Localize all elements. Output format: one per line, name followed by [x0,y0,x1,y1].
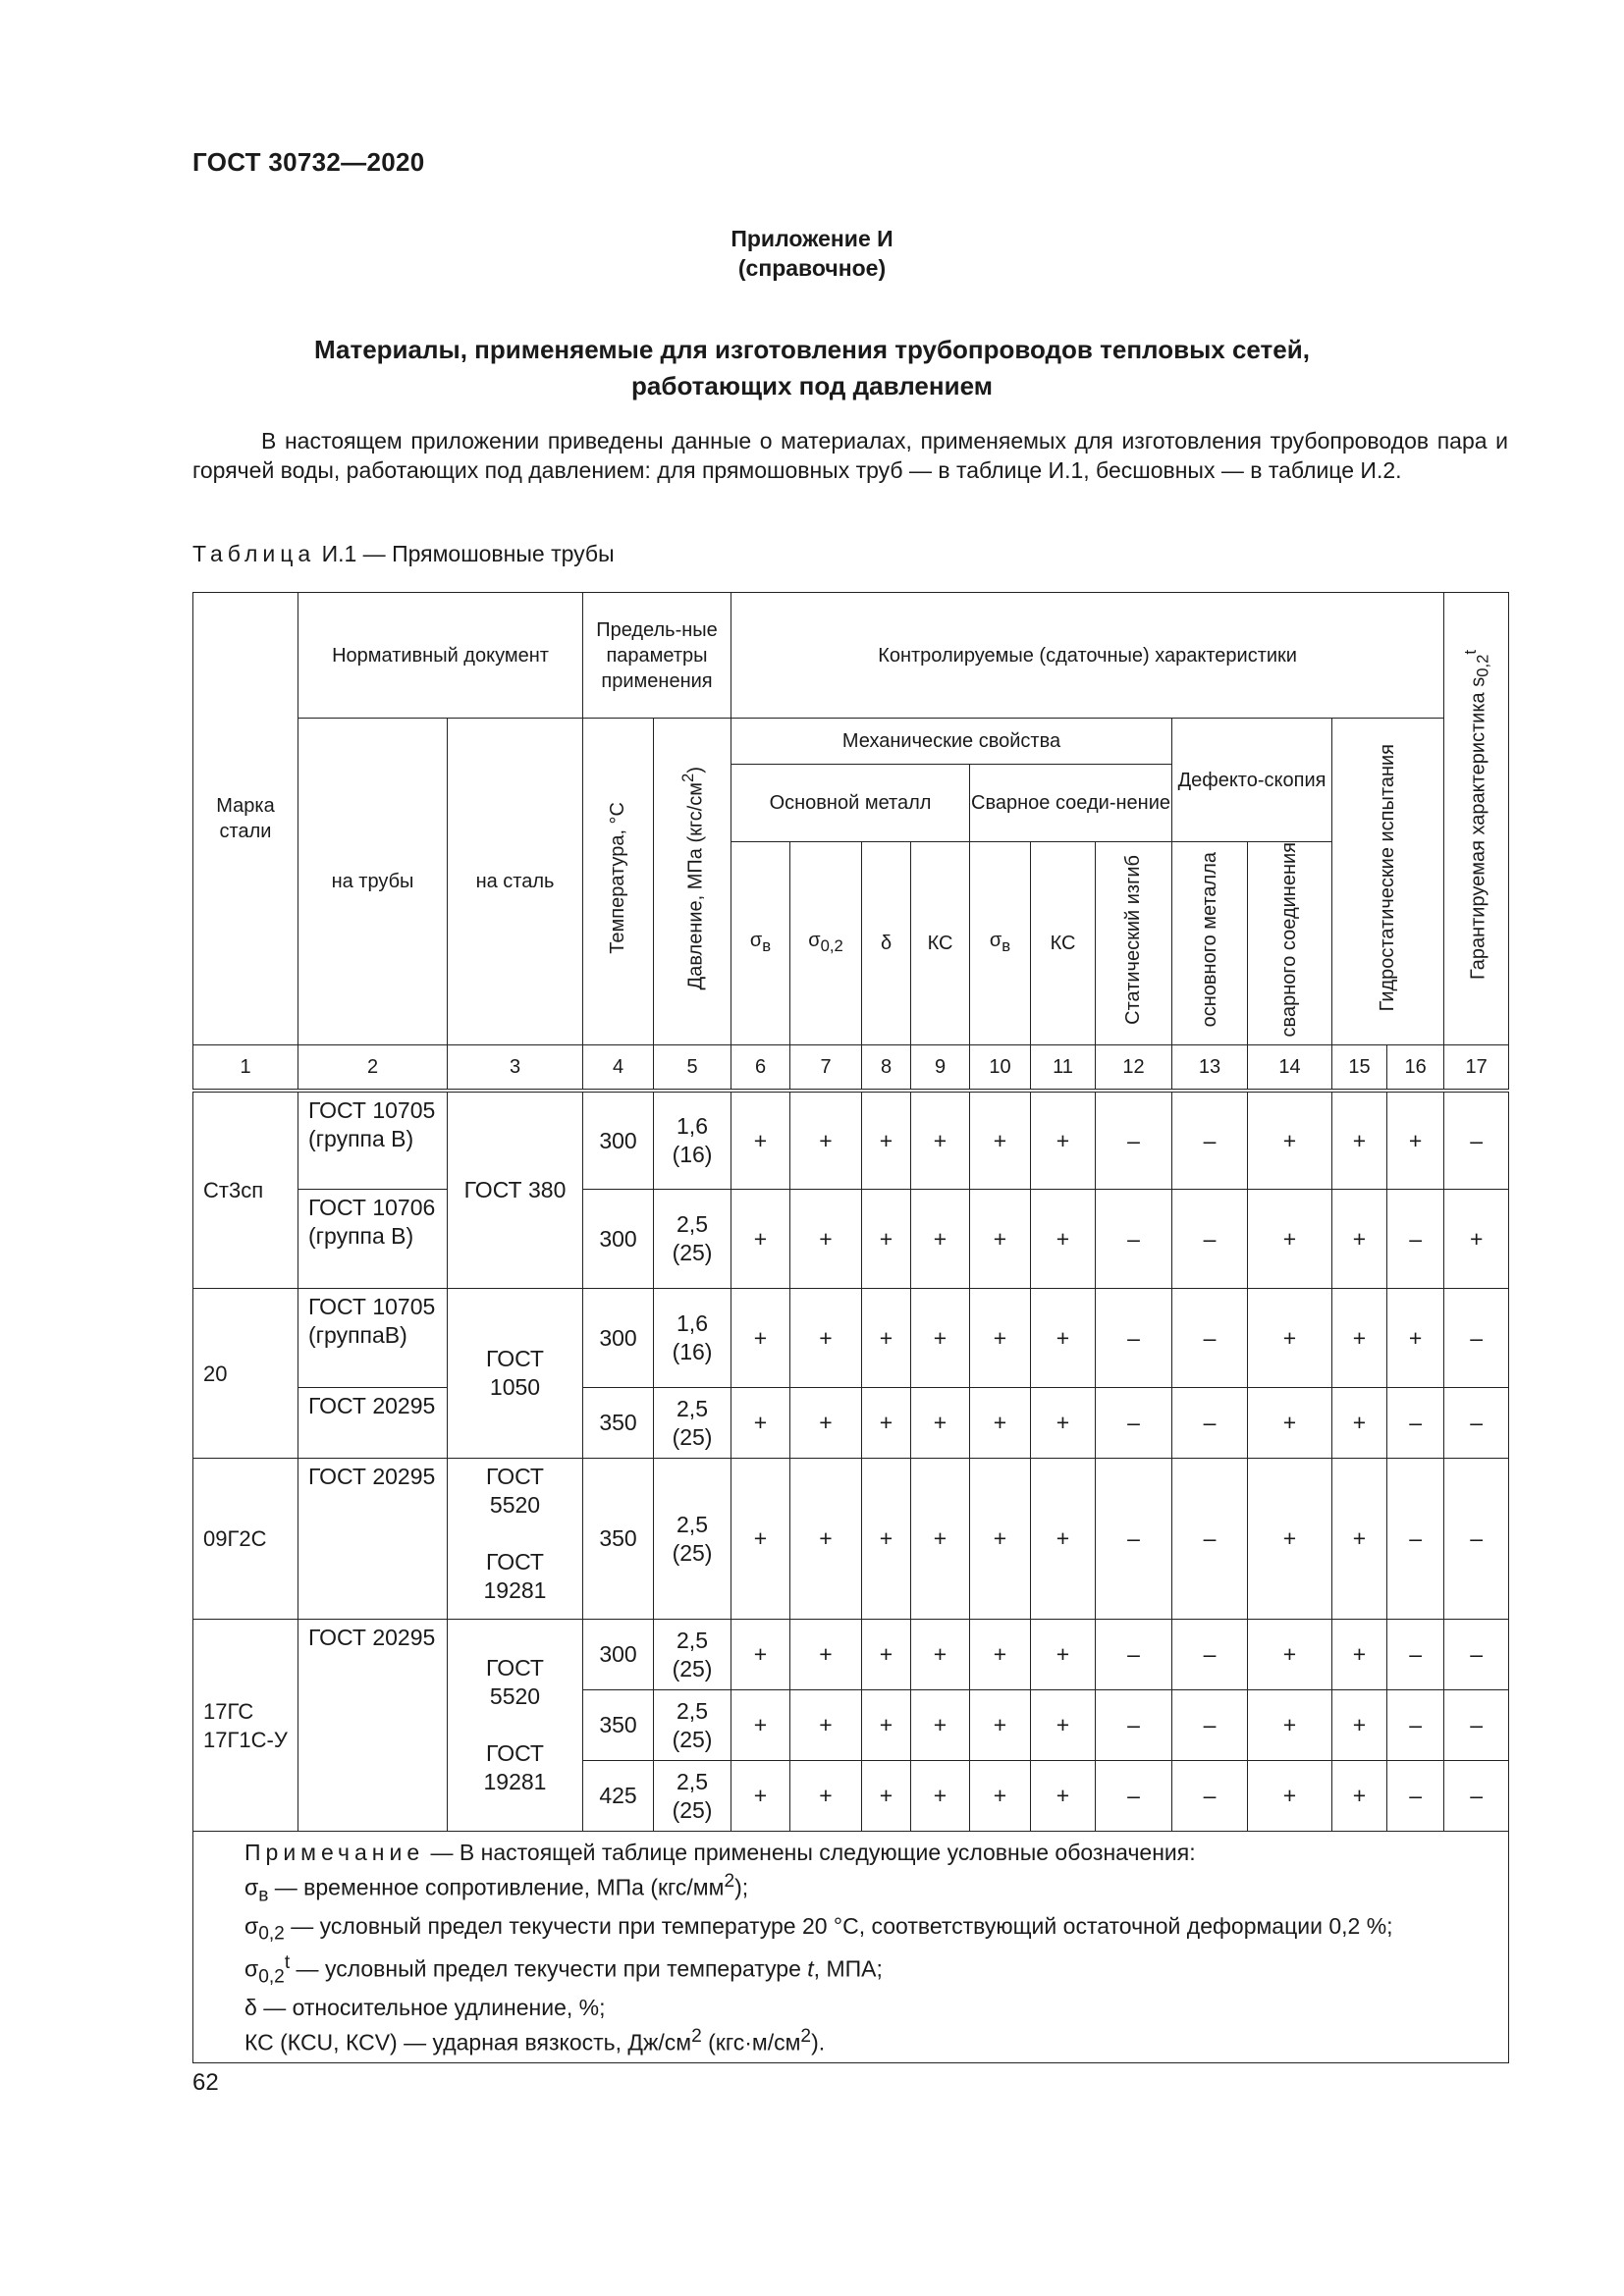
value-cell: + [970,1761,1031,1832]
column-number: 5 [654,1045,731,1091]
value-cell: – [1096,1388,1172,1459]
table-row [193,1459,1509,1620]
pressure-cell: 1,6 (16) [654,1289,731,1388]
value-cell: + [911,1459,970,1620]
section-title-line1: Материалы, применяемые для изготовления трубопроводов тепловых сетей, [314,335,1310,364]
temperature-cell: 350 [583,1388,654,1459]
value-cell: + [1031,1761,1096,1832]
value-cell: + [790,1388,862,1459]
header-limit-params: Предель-ные параметры применения [583,593,731,719]
table-row [193,1289,1509,1388]
header-base-metal: Основной металл [731,765,970,842]
value-cell: + [731,1190,790,1289]
temperature-cell: 300 [583,1091,654,1190]
value-cell: + [1248,1761,1332,1832]
steel-grade-cell: 20 [193,1289,298,1459]
value-cell: + [911,1388,970,1459]
value-cell: – [1172,1690,1248,1761]
header-controlled-characteristics: Контролируемые (сдаточные) характеристики [731,593,1444,719]
temperature-cell: 300 [583,1190,654,1289]
pressure-cell: 2,5 (25) [654,1690,731,1761]
value-cell: + [1248,1459,1332,1620]
note-sigma-02t: $\sigma_{0,2}^t$ — условный предел текучести при температуре t, МПА; [244,1952,883,1988]
pipe-doc-cell: ГОСТ 20295 [298,1388,448,1459]
note-ks: КС (КСU, КСV) — ударная вязкость, $Дж/см^2$ $(кгс\cdot м/см^2)$. [244,2025,826,2056]
value-cell: + [1031,1091,1096,1190]
header-sigma-b: $\sigma_в$ [731,842,790,1045]
column-number: 17 [1444,1045,1509,1091]
value-cell: + [862,1190,911,1289]
temperature-cell: 300 [583,1289,654,1388]
value-cell: + [790,1459,862,1620]
header-for-pipes: на трубы [298,719,448,1045]
value-cell: + [911,1190,970,1289]
value-cell: + [731,1761,790,1832]
value-cell: + [970,1289,1031,1388]
value-cell: – [1172,1459,1248,1620]
column-number: 1 [193,1045,298,1091]
section-title-line2: работающих под давлением [631,371,993,400]
appendix-type: (справочное) [737,255,887,281]
table-row [193,1190,1509,1289]
value-cell: + [862,1459,911,1620]
pipe-doc-cell: ГОСТ 20295 [298,1620,448,1832]
appendix-title: Приложение И [731,226,893,251]
pressure-cell: 2,5 (25) [654,1190,731,1289]
value-cell: + [911,1091,970,1190]
value-cell: – [1172,1190,1248,1289]
steel-grade-cell: 09Г2С [193,1459,298,1620]
steel-doc-cell: ГОСТ 1050 [448,1289,583,1459]
value-cell: + [970,1459,1031,1620]
column-number: 10 [970,1045,1031,1091]
steel-doc-cell: ГОСТ 380 [448,1091,583,1289]
value-cell: – [1172,1761,1248,1832]
column-number: 2 [298,1045,448,1091]
steel-grade-cell: Ст3сп [193,1091,298,1289]
value-cell: – [1096,1190,1172,1289]
value-cell: + [731,1620,790,1690]
temperature-cell: 350 [583,1459,654,1620]
page-number: 62 [192,2069,219,2096]
pressure-cell: 2,5 (25) [654,1620,731,1690]
value-cell: + [1387,1091,1444,1190]
header-mechanical-properties: Механические свойства [731,719,1172,765]
table-row [193,1620,1509,1690]
value-cell: + [1031,1289,1096,1388]
steel-grade-cell: 17ГС 17Г1С-У [193,1620,298,1832]
header-steel-grade: Марка стали [193,593,298,1045]
value-cell: + [1248,1620,1332,1690]
value-cell: + [911,1690,970,1761]
value-cell: + [1332,1690,1387,1761]
value-cell: – [1387,1459,1444,1620]
value-cell: – [1096,1289,1172,1388]
value-cell: + [1248,1690,1332,1761]
value-cell: + [862,1690,911,1761]
value-cell: + [862,1091,911,1190]
value-cell: + [862,1761,911,1832]
value-cell: + [1332,1190,1387,1289]
header-defectoscopy: Дефекто-скопия [1172,719,1332,842]
value-cell: + [970,1620,1031,1690]
value-cell: – [1444,1289,1509,1388]
table-note [193,1832,1509,2063]
column-number: 13 [1172,1045,1248,1091]
temperature-cell: 300 [583,1620,654,1690]
pipe-doc-cell: ГОСТ 10705 (группаВ) [298,1289,448,1388]
value-cell: + [862,1388,911,1459]
note-sigma-b: $\sigma_в$ — временное сопротивление, МПа $(кгс/мм^2)$; [244,1871,749,1906]
value-cell: + [731,1459,790,1620]
value-cell: + [1031,1388,1096,1459]
value-cell: + [862,1620,911,1690]
value-cell: – [1444,1459,1509,1620]
value-cell: – [1172,1289,1248,1388]
value-cell: + [790,1690,862,1761]
header-base-metal-defect: основного металла [1172,842,1248,1045]
note-intro: Примечание — В настоящей таблице применены следующие условные обозначения: [244,1840,1196,1866]
value-cell: + [1031,1620,1096,1690]
value-cell: – [1096,1459,1172,1620]
value-cell: + [1332,1761,1387,1832]
header-hydrostatic: Гидростатические испытания [1332,719,1444,1045]
value-cell: – [1096,1761,1172,1832]
value-cell: + [1332,1388,1387,1459]
document-code: ГОСТ 30732—2020 [192,147,425,177]
column-number: 12 [1096,1045,1172,1091]
steel-doc-cell: ГОСТ 5520 ГОСТ 19281 [448,1620,583,1832]
column-number: 14 [1248,1045,1332,1091]
value-cell: + [970,1190,1031,1289]
value-cell: + [970,1388,1031,1459]
steel-doc-cell: ГОСТ 5520 ГОСТ 19281 [448,1459,583,1620]
pressure-cell: 1,6 (16) [654,1091,731,1190]
header-weld-defect: сварного соединения [1248,842,1332,1045]
value-cell: – [1387,1761,1444,1832]
column-number: 6 [731,1045,790,1091]
value-cell: + [911,1761,970,1832]
value-cell: – [1387,1190,1444,1289]
intro-paragraph: В настоящем приложении приведены данные о материалах, применяемых для изготовления трубопроводов пара и горячей воды, работающих под давлением: для прямошовных труб — в таблице И.1, бесшовных — в таблице И.2. [192,428,1508,483]
value-cell: + [1031,1690,1096,1761]
value-cell: + [790,1620,862,1690]
value-cell: + [731,1690,790,1761]
value-cell: + [1248,1289,1332,1388]
pipe-doc-cell: ГОСТ 10705 (группа В) [298,1091,448,1190]
appendix-heading [0,224,1624,283]
note-delta: δ — относительное удлинение, %; [244,1994,606,2020]
value-cell: + [911,1620,970,1690]
value-cell: – [1387,1690,1444,1761]
table-row [193,1388,1509,1459]
note-sigma-02: $\sigma_{0,2}$ — условный предел текучести при температуре 20 °С, соответствующий остаточной деформации 0,2 %; [244,1912,1393,1945]
table-row [193,1091,1509,1190]
header-guaranteed-characteristic: Гарантируемая характеристика $s_{0,2}^t$ [1444,593,1509,1045]
header-weld-ks: КС [1031,842,1096,1045]
value-cell: – [1444,1761,1509,1832]
value-cell: – [1172,1620,1248,1690]
header-ks: КС [911,842,970,1045]
header-for-steel: на сталь [448,719,583,1045]
pressure-cell: 2,5 (25) [654,1761,731,1832]
value-cell: – [1172,1091,1248,1190]
header-pressure: Давление, МПа $(кгс/см^2)$ [654,719,731,1045]
header-weld-sigma-b: $\sigma_в$ [970,842,1031,1045]
table-caption-label: Таблица [192,541,316,566]
value-cell: + [790,1289,862,1388]
value-cell: + [1248,1091,1332,1190]
value-cell: – [1172,1388,1248,1459]
table-caption [192,541,615,567]
temperature-cell: 425 [583,1761,654,1832]
materials-table [192,592,1509,2063]
value-cell: – [1444,1620,1509,1690]
value-cell: + [1332,1459,1387,1620]
value-cell: – [1096,1690,1172,1761]
value-cell: + [970,1091,1031,1190]
value-cell: – [1387,1388,1444,1459]
value-cell: + [790,1091,862,1190]
value-cell: + [1444,1190,1509,1289]
column-number: 15 [1332,1045,1387,1091]
value-cell: + [1332,1289,1387,1388]
header-delta: δ [862,842,911,1045]
value-cell: + [862,1289,911,1388]
pressure-cell: 2,5 (25) [654,1388,731,1459]
value-cell: + [790,1761,862,1832]
header-temperature: Температура, °С [583,719,654,1045]
value-cell: + [1248,1388,1332,1459]
column-number: 11 [1031,1045,1096,1091]
temperature-cell: 350 [583,1690,654,1761]
value-cell: – [1444,1690,1509,1761]
value-cell: + [731,1388,790,1459]
column-number: 8 [862,1045,911,1091]
pipe-doc-cell: ГОСТ 10706 (группа В) [298,1190,448,1289]
value-cell: – [1444,1388,1509,1459]
column-number: 4 [583,1045,654,1091]
column-number: 9 [911,1045,970,1091]
value-cell: + [1332,1620,1387,1690]
value-cell: + [970,1690,1031,1761]
value-cell: – [1387,1620,1444,1690]
value-cell: + [731,1289,790,1388]
value-cell: + [1031,1190,1096,1289]
value-cell: + [731,1091,790,1190]
value-cell: – [1096,1091,1172,1190]
table-note-row [193,1832,1509,2063]
column-numbers-row [193,1045,1509,1091]
pressure-cell: 2,5 (25) [654,1459,731,1620]
value-cell: – [1444,1091,1509,1190]
table-caption-text: И.1 — Прямошовные трубы [315,541,615,566]
header-static-bend: Статический изгиб [1096,842,1172,1045]
value-cell: + [1332,1091,1387,1190]
header-sigma-02: $\sigma_{0,2}$ [790,842,862,1045]
header-weld: Сварное соеди-нение [970,765,1172,842]
value-cell: – [1096,1620,1172,1690]
value-cell: + [1031,1459,1096,1620]
column-number: 16 [1387,1045,1444,1091]
value-cell: + [1248,1190,1332,1289]
column-number: 3 [448,1045,583,1091]
column-number: 7 [790,1045,862,1091]
pipe-doc-cell: ГОСТ 20295 [298,1459,448,1620]
section-title [0,332,1624,404]
header-normative-document: Нормативный документ [298,593,583,719]
value-cell: + [790,1190,862,1289]
value-cell: + [1387,1289,1444,1388]
value-cell: + [911,1289,970,1388]
